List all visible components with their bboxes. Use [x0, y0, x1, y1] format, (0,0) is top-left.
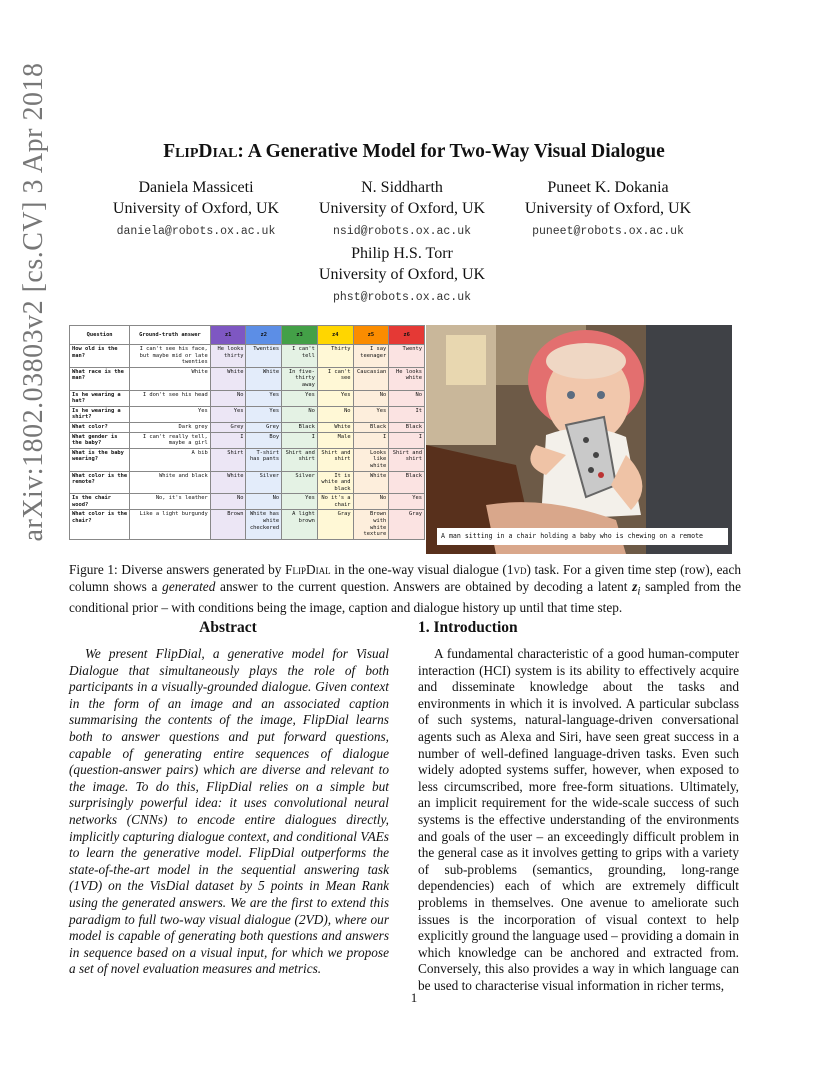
figure-answer-table	[69, 325, 425, 554]
generated-answer-cell: Twenty	[389, 345, 425, 368]
question-cell: How old is the man?	[70, 345, 130, 368]
table-header: Ground-truth answer	[130, 326, 211, 345]
latent-column-header: z3	[282, 326, 318, 345]
generated-answer-cell: I	[210, 432, 246, 448]
generated-answer-cell: Brown	[210, 510, 246, 539]
generated-answer-cell: I can't tell	[282, 345, 318, 368]
introduction-body	[418, 646, 739, 994]
generated-answer-cell: Yes	[282, 390, 318, 406]
generated-answer-cell: White	[353, 471, 389, 494]
table-row	[70, 345, 425, 368]
generated-answer-cell: Twenties	[246, 345, 282, 368]
generated-answer-cell: Black	[389, 471, 425, 494]
generated-answer-cell: No	[246, 494, 282, 510]
question-cell: What race is the man?	[70, 367, 130, 390]
generated-answer-cell: Shirt and shirt	[282, 448, 318, 471]
generated-answer-cell: It	[389, 406, 425, 422]
ground-truth-cell: Dark grey	[130, 422, 211, 432]
generated-answer-cell: T-shirt has pants	[246, 448, 282, 471]
generated-answer-cell: Yes	[282, 494, 318, 510]
generated-answer-cell: Shirt and shirt	[389, 448, 425, 471]
generated-answer-cell: White has white checkered	[246, 510, 282, 539]
generated-answer-cell: Yes	[246, 390, 282, 406]
abstract-heading: Abstract	[199, 619, 257, 636]
generated-answer-cell: No	[389, 390, 425, 406]
table-row	[70, 510, 425, 539]
figure-label: Figure 1:	[69, 562, 118, 577]
generated-answer-cell: Shirt	[210, 448, 246, 471]
ground-truth-cell: A bib	[130, 448, 211, 471]
generated-answer-cell: I say teenager	[353, 345, 389, 368]
introduction-heading: 1. Introduction	[418, 619, 518, 636]
caption-text: sampled from the conditional prior – with conditions being the image, caption and dialogue history up until that time step.	[69, 578, 741, 615]
generated-answer-cell: No	[210, 390, 246, 406]
question-cell: What color is the chair?	[70, 510, 130, 539]
arxiv-stamp: arXiv:1802.03803v2 [cs.CV] 3 Apr 2018	[18, 62, 49, 542]
latent-column-header: z2	[246, 326, 282, 345]
generated-answer-cell: Silver	[246, 471, 282, 494]
table-row	[70, 367, 425, 390]
generated-answer-cell: Yes	[210, 406, 246, 422]
ground-truth-cell: I can't really tell, maybe a girl	[130, 432, 211, 448]
generated-answer-cell: White	[317, 422, 353, 432]
author-affiliation: University of Oxford, UK	[318, 266, 486, 283]
question-cell: Is he wearing a shirt?	[70, 406, 130, 422]
generated-answer-cell: Yes	[353, 406, 389, 422]
question-cell: What color is the remote?	[70, 471, 130, 494]
author-affiliation: University of Oxford, UK	[524, 200, 692, 217]
generated-answer-cell: No	[353, 390, 389, 406]
generated-answer-cell: Gray	[317, 510, 353, 539]
title-brand: FlipDial	[163, 141, 238, 162]
author-email[interactable]: daniela@robots.ox.ac.uk	[116, 225, 276, 238]
generated-answer-cell: No it's a chair	[317, 494, 353, 510]
generated-answer-cell: Grey	[210, 422, 246, 432]
author-block	[292, 177, 512, 242]
page-number: 1	[410, 990, 418, 1005]
generated-answer-cell: He looks white	[389, 367, 425, 390]
caption-variable: z	[632, 578, 638, 594]
figure-caption	[69, 562, 741, 616]
table-row	[70, 494, 425, 510]
generated-answer-cell: In five-thirty away	[282, 367, 318, 390]
image-caption: A man sitting in a chair holding a baby who is chewing on a remote	[437, 528, 728, 545]
generated-answer-cell: I can't see	[317, 367, 353, 390]
ground-truth-cell: No, it's leather	[130, 494, 211, 510]
author-affiliation: University of Oxford, UK	[318, 200, 486, 217]
latent-column-header: z4	[317, 326, 353, 345]
generated-answer-cell: Boy	[246, 432, 282, 448]
generated-answer-cell: Yes	[389, 494, 425, 510]
ground-truth-cell: Like a light burgundy	[130, 510, 211, 539]
answer-table	[69, 325, 425, 540]
question-cell: What gender is the baby?	[70, 432, 130, 448]
table-row	[70, 471, 425, 494]
author-block	[498, 177, 718, 242]
caption-text: answer to the current question. Answers are obtained by decoding a latent	[215, 578, 633, 594]
caption-text: Diverse answers generated by	[117, 562, 286, 577]
generated-answer-cell: White	[246, 367, 282, 390]
author-name: Daniela Massiceti	[138, 179, 254, 196]
generated-answer-cell: No	[210, 494, 246, 510]
table-row	[70, 390, 425, 406]
caption-emphasis: generated	[162, 578, 216, 594]
generated-answer-cell: Black	[389, 422, 425, 432]
generated-answer-cell: No	[353, 494, 389, 510]
author-name: N. Siddharth	[361, 179, 443, 196]
question-cell: What is the baby wearing?	[70, 448, 130, 471]
table-row	[70, 406, 425, 422]
ground-truth-cell: I can't see his face, but maybe mid or late twenties	[130, 345, 211, 368]
caption-text: ) task. For a given time step (row), each column shows a	[69, 562, 741, 594]
generated-answer-cell: White	[210, 367, 246, 390]
generated-answer-cell: A light brown	[282, 510, 318, 539]
author-block	[86, 177, 306, 242]
abstract-body	[69, 646, 389, 978]
question-cell: Is he wearing a hat?	[70, 390, 130, 406]
generated-answer-cell: No	[282, 406, 318, 422]
generated-answer-cell: It is white and black	[317, 471, 353, 494]
latent-column-header: z1	[210, 326, 246, 345]
introduction-paragraph: A fundamental characteristic of a good human-computer interaction (HCI) system is its ability to effectively acquire and disseminate knowledge about the tasks and environments in which it is involved. A particular subclass of such systems, natural-language-driven conversational agents such as Alexa and Siri, have seen great success in a number of well-defined language-driven tasks. Even such widely adopted systems suffer, however, when exposed to less circumscribed, more free-form situations. Ultimately, an implicit requirement for the wide-scale success of such systems is the effective understanding of the environments and goals of the user – an exceedingly difficult problem in the general case as it involves getting to grips with a variety of sub-problems (semantics, grounding, long-range dependencies) each of which are extremely difficult problems in themselves. One avenue to ameliorate such issues is the incorporation of visual context to help explicitly ground the language used – providing a domain in which knowledge can be anchored and extracted from. Conversely, this also provides a way in which language can be used to characterise visual information in richer terms,	[418, 646, 739, 993]
table-header: Question	[70, 326, 130, 345]
abstract-paragraph: We present FlipDial, a generative model for Visual Dialogue that simultaneously plays the role of both participants in a visually-grounded dialogue. Given context in the form of an image and an associated caption summarising the contents of the image, FlipDial learns both to answer questions and put forward questions, capable of generating entire sequences of dialogue (question-answer pairs) which are diverse and relevant to the image. To do this, FlipDial relies on a simple but surprisingly powerful idea: it uses convolutional neural networks (CNNs) to encode entire dialogues directly, implicitly capturing dialogue context, and conditional VAEs to learn the generative model. FlipDial outperforms the state-of-the-art model in the sequential answering task (1VD) on the VisDial dataset by 5 points in Mean Rank using the generated answers. We are the first to extend this paradigm to full two-way visual dialogue (2VD), where our model is capable of generating both questions and answers in sequence based on a visual input, for which we propose a set of novel evaluation measures and metrics.	[69, 646, 389, 977]
generated-answer-cell: White	[210, 471, 246, 494]
generated-answer-cell: Black	[282, 422, 318, 432]
author-name: Philip H.S. Torr	[351, 245, 453, 262]
generated-answer-cell: Gray	[389, 510, 425, 539]
question-cell: What color?	[70, 422, 130, 432]
table-row	[70, 422, 425, 432]
ground-truth-cell: White and black	[130, 471, 211, 494]
table-body	[70, 345, 425, 540]
caption-subscript: i	[637, 585, 641, 598]
caption-brand: FlipDial	[285, 562, 331, 577]
generated-answer-cell: I	[389, 432, 425, 448]
ground-truth-cell: Yes	[130, 406, 211, 422]
caption-abbr: 1vd	[506, 562, 527, 577]
latent-column-header: z6	[389, 326, 425, 345]
generated-answer-cell: Black	[353, 422, 389, 432]
author-email[interactable]: phst@robots.ox.ac.uk	[332, 291, 472, 304]
generated-answer-cell: Silver	[282, 471, 318, 494]
generated-answer-cell: Grey	[246, 422, 282, 432]
author-name: Puneet K. Dokania	[547, 179, 669, 196]
author-email[interactable]: nsid@robots.ox.ac.uk	[332, 225, 472, 238]
question-cell: Is the chair wood?	[70, 494, 130, 510]
author-email[interactable]: puneet@robots.ox.ac.uk	[532, 225, 684, 238]
figure-photo	[426, 325, 732, 554]
ground-truth-cell: I don't see his head	[130, 390, 211, 406]
title-rest: : A Generative Model for Two-Way Visual Dialogue	[237, 141, 665, 162]
table-header-row	[70, 326, 425, 345]
generated-answer-cell: Brown with white texture	[353, 510, 389, 539]
ground-truth-cell: White	[130, 367, 211, 390]
generated-answer-cell: He looks thirty	[210, 345, 246, 368]
generated-answer-cell: I	[353, 432, 389, 448]
table-row	[70, 432, 425, 448]
photo-illustration	[426, 325, 732, 554]
generated-answer-cell: Shirt and shirt	[317, 448, 353, 471]
generated-answer-cell: Caucasian	[353, 367, 389, 390]
generated-answer-cell: I	[282, 432, 318, 448]
author-block	[292, 243, 512, 308]
latent-column-header: z5	[353, 326, 389, 345]
generated-answer-cell: Thirty	[317, 345, 353, 368]
generated-answer-cell: Yes	[317, 390, 353, 406]
generated-answer-cell: Looks like white	[353, 448, 389, 471]
table-row	[70, 448, 425, 471]
paper-title	[0, 141, 828, 163]
caption-text: in the one-way visual dialogue (	[330, 562, 507, 577]
generated-answer-cell: Yes	[246, 406, 282, 422]
generated-answer-cell: No	[317, 406, 353, 422]
author-affiliation: University of Oxford, UK	[112, 200, 280, 217]
generated-answer-cell: Male	[317, 432, 353, 448]
